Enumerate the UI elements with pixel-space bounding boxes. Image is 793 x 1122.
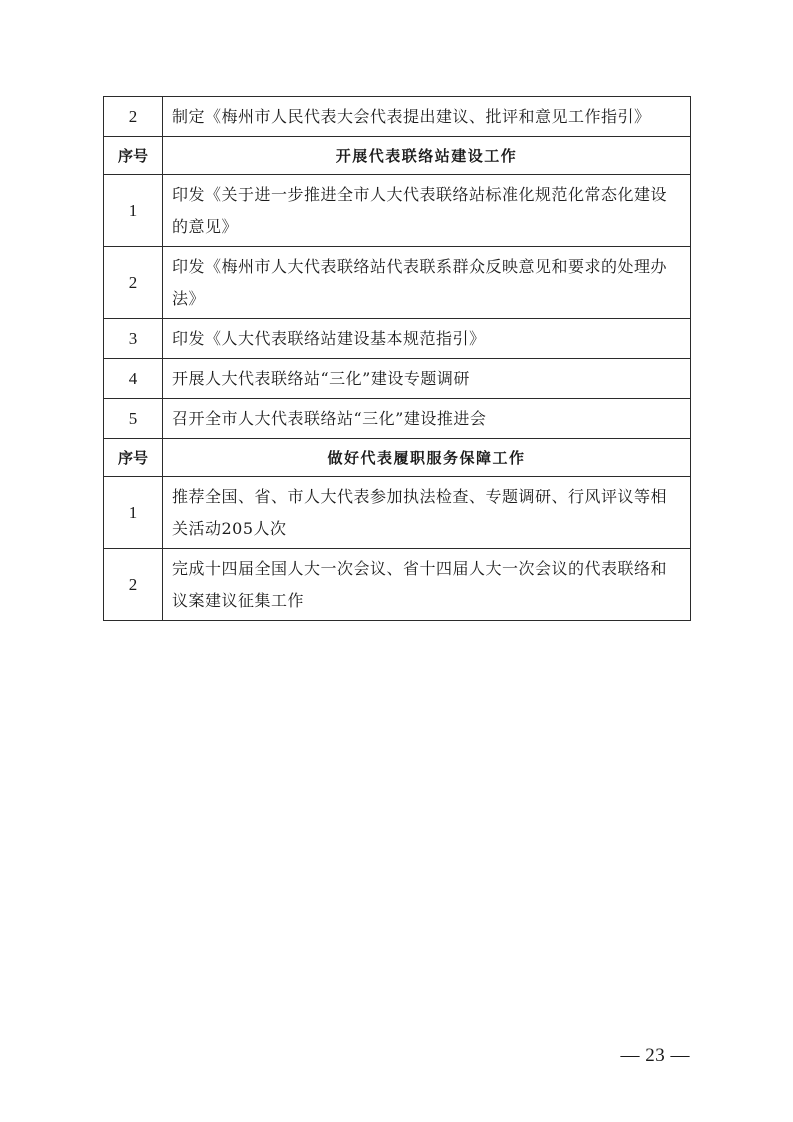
row-number: 2 <box>104 97 163 137</box>
row-number: 4 <box>104 359 163 399</box>
row-number: 2 <box>104 247 163 319</box>
row-content: 推荐全国、省、市人大代表参加执法检查、专题调研、行风评议等相关活动205人次 <box>163 477 691 549</box>
row-number: 3 <box>104 319 163 359</box>
section-header-row <box>104 137 691 175</box>
table-row <box>104 175 691 247</box>
row-content: 印发《梅州市人大代表联络站代表联系群众反映意见和要求的处理办法》 <box>163 247 691 319</box>
column-header-number: 序号 <box>104 137 163 175</box>
work-items-table <box>103 96 691 621</box>
section-title: 做好代表履职服务保障工作 <box>163 439 691 477</box>
table-row <box>104 477 691 549</box>
row-number: 5 <box>104 399 163 439</box>
table-row <box>104 97 691 137</box>
table-row <box>104 319 691 359</box>
row-content: 印发《关于进一步推进全市人大代表联络站标准化规范化常态化建设的意见》 <box>163 175 691 247</box>
row-content: 完成十四届全国人大一次会议、省十四届人大一次会议的代表联络和议案建议征集工作 <box>163 549 691 621</box>
column-header-number: 序号 <box>104 439 163 477</box>
row-number: 1 <box>104 477 163 549</box>
section-header-row <box>104 439 691 477</box>
row-number: 2 <box>104 549 163 621</box>
row-content: 制定《梅州市人民代表大会代表提出建议、批评和意见工作指引》 <box>163 97 691 137</box>
row-content: 开展人大代表联络站“三化”建设专题调研 <box>163 359 691 399</box>
table-row <box>104 247 691 319</box>
table-row <box>104 399 691 439</box>
row-content: 印发《人大代表联络站建设基本规范指引》 <box>163 319 691 359</box>
row-content: 召开全市人大代表联络站“三化”建设推进会 <box>163 399 691 439</box>
section-title: 开展代表联络站建设工作 <box>163 137 691 175</box>
table-row <box>104 359 691 399</box>
row-number: 1 <box>104 175 163 247</box>
page-number: — 23 — <box>620 1045 690 1066</box>
table-row <box>104 549 691 621</box>
